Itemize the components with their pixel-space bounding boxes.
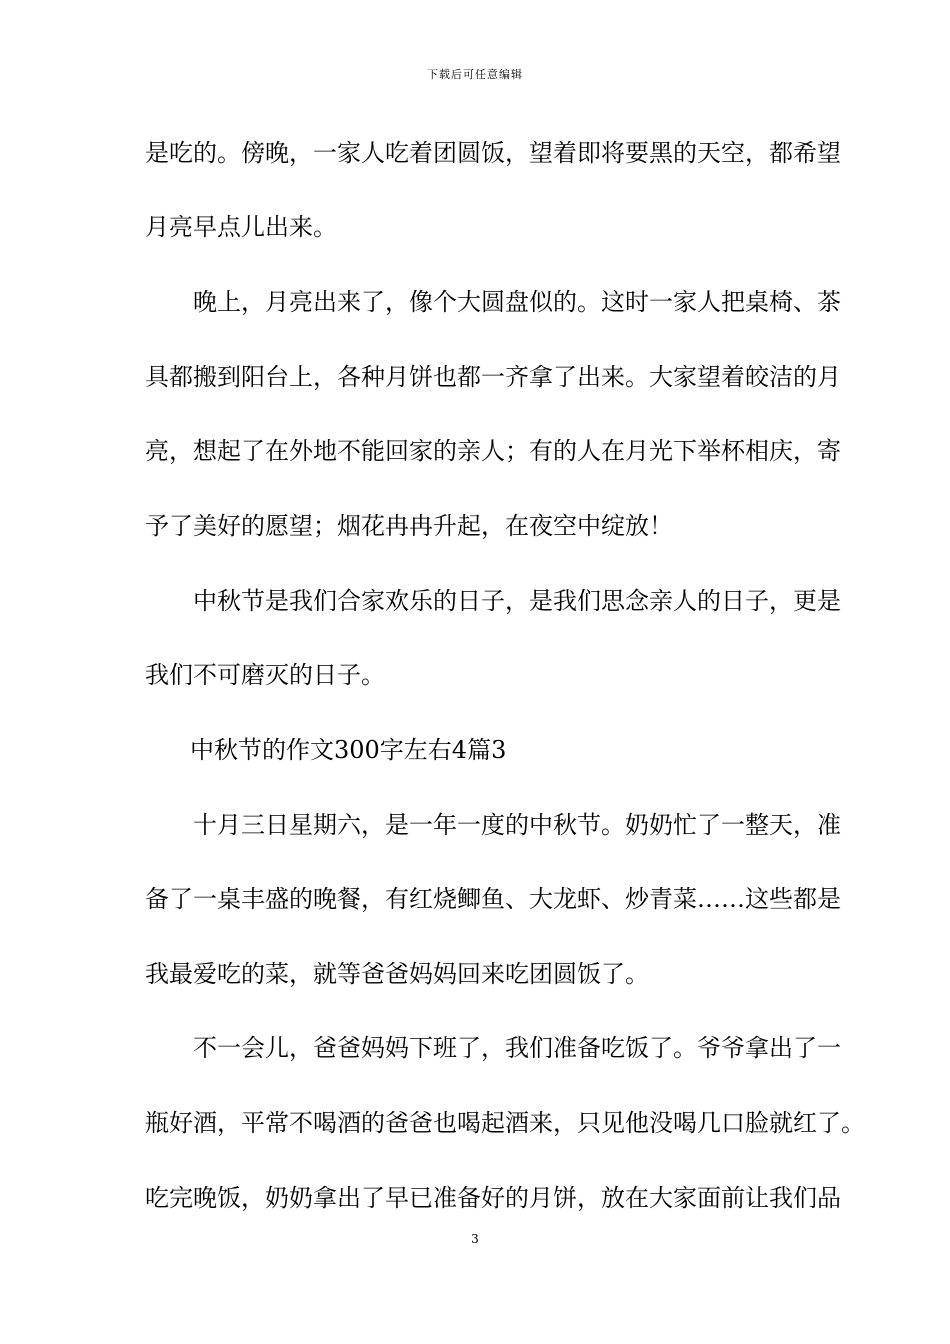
text-line: 我们不可磨灭的日子。: [145, 661, 385, 689]
text-line: 瓶好酒，平常不喝酒的爸爸也喝起酒来，只见他没喝几口脸就红了。: [145, 1109, 865, 1137]
paragraph-first-line: 不一会儿，爸爸妈妈下班了，我们准备吃饭了。爷爷拿出了一: [193, 1034, 841, 1062]
paragraph-first-line: 十月三日星期六，是一年一度的中秋节。奶奶忙了一整天，准: [193, 811, 841, 839]
text-line: 备了一桌丰盛的晚餐，有红烧鲫鱼、大龙虾、炒青菜……这些都是: [145, 885, 841, 913]
page-header: 下载后可任意编辑: [427, 68, 523, 81]
paragraph-first-line: 中秋节是我们合家欢乐的日子，是我们思念亲人的日子，更是: [193, 587, 841, 615]
text-line: 亮，想起了在外地不能回家的亲人；有的人在月光下举杯相庆，寄: [145, 437, 841, 465]
text-line: 月亮早点儿出来。: [145, 213, 337, 241]
text-line: 予了美好的愿望；烟花冉冉升起，在夜空中绽放！: [145, 512, 673, 540]
section-heading: 中秋节的作文300字左右4篇3: [190, 736, 507, 764]
text-line: 吃完晚饭，奶奶拿出了早已准备好的月饼，放在大家面前让我们品: [145, 1184, 841, 1212]
text-line: 我最爱吃的菜，就等爸爸妈妈回来吃团圆饭了。: [145, 960, 649, 988]
text-line: 是吃的。傍晚，一家人吃着团圆饭，望着即将要黑的天空，都希望: [145, 139, 841, 167]
paragraph-first-line: 晚上，月亮出来了，像个大圆盘似的。这时一家人把桌椅、茶: [193, 288, 841, 316]
page-number: 3: [471, 1232, 479, 1246]
text-line: 具都搬到阳台上，各种月饼也都一齐拿了出来。大家望着皎洁的月: [145, 363, 841, 391]
